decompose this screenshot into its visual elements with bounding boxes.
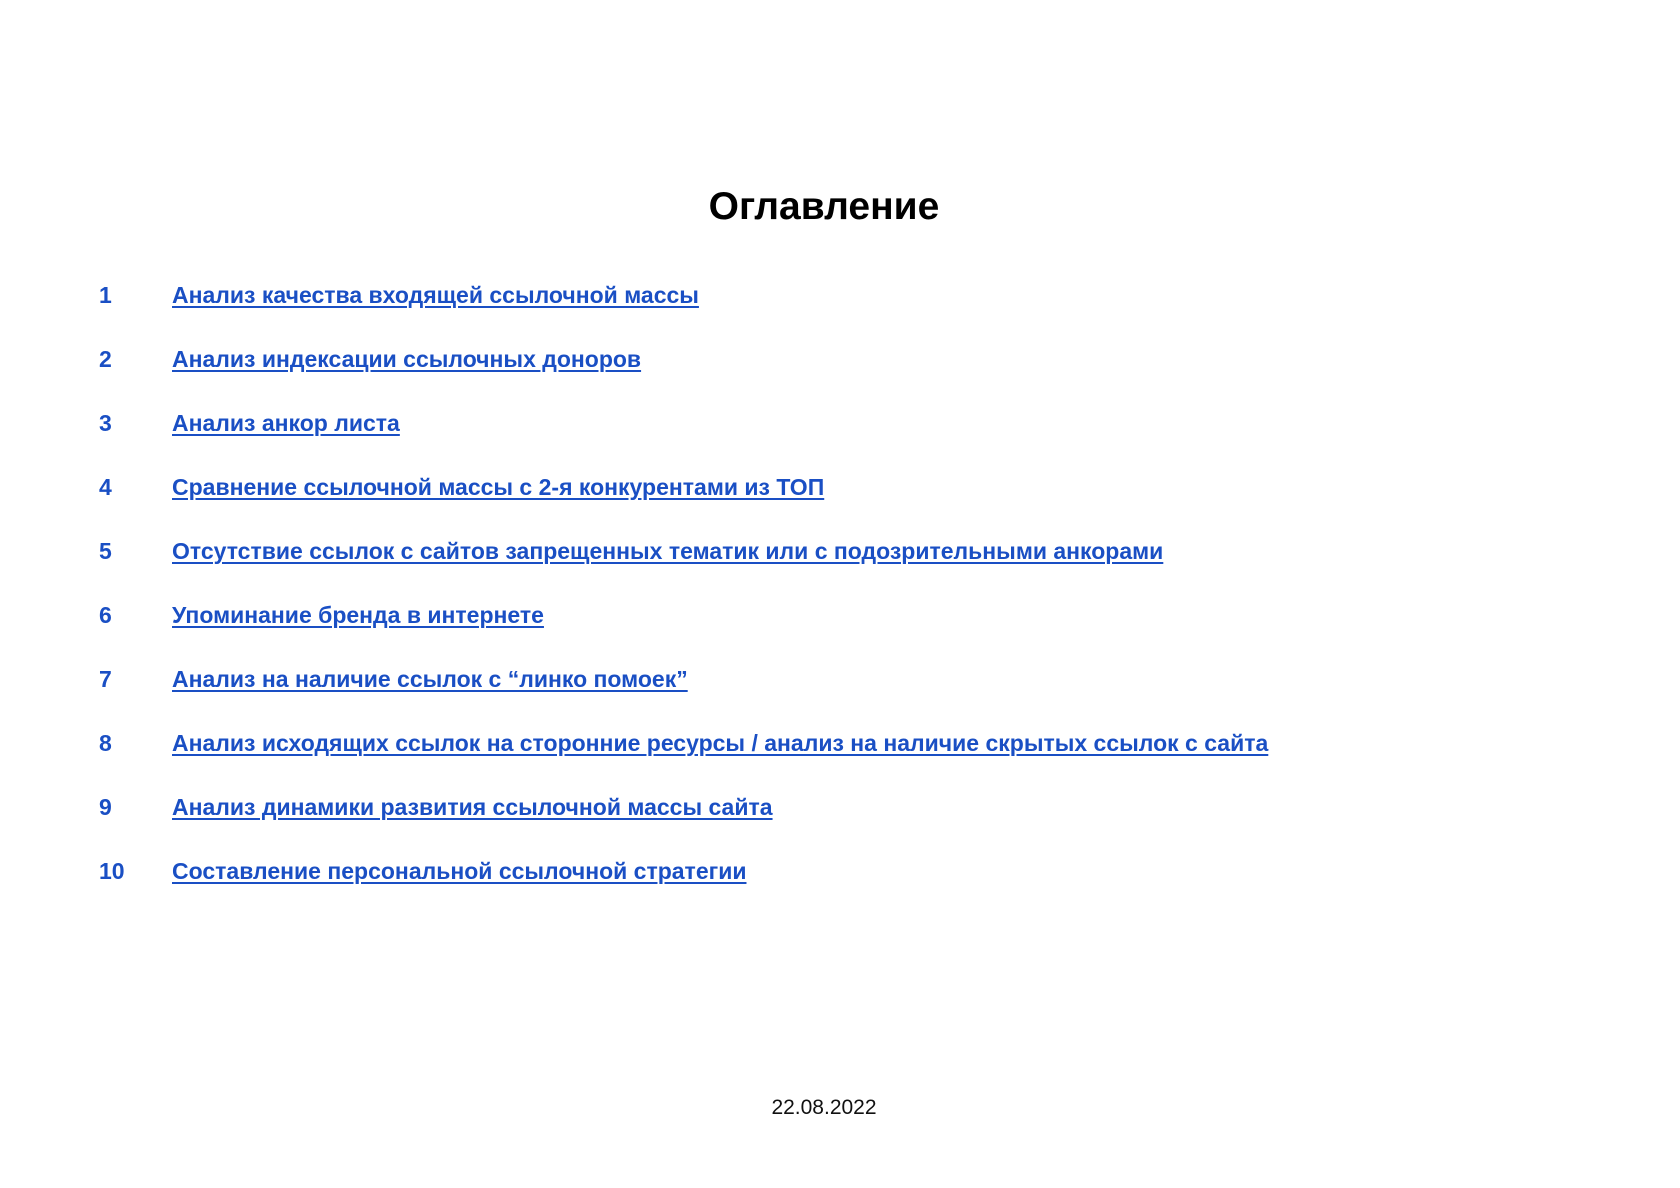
toc-link-7[interactable] bbox=[99, 662, 688, 696]
toc-link-1[interactable] bbox=[99, 278, 699, 312]
toc-entry-3 bbox=[99, 406, 1268, 470]
toc-number: 1 bbox=[99, 282, 112, 308]
toc-label: Анализ динамики развития ссылочной массы сайта bbox=[172, 794, 773, 820]
toc-entry-7 bbox=[99, 662, 1268, 726]
toc-link-5[interactable] bbox=[99, 534, 1163, 568]
toc-label: Упоминание бренда в интернете bbox=[172, 602, 544, 628]
toc-number: 10 bbox=[99, 858, 125, 884]
toc-label: Отсутствие ссылок с сайтов запрещенных тематик или с подозрительными анкорами bbox=[172, 538, 1164, 564]
toc-label: Анализ анкор листа bbox=[172, 410, 400, 436]
toc-label: Анализ на наличие ссылок с “линко помоек” bbox=[172, 666, 688, 692]
toc-label: Составление персональной ссылочной стратегии bbox=[172, 858, 747, 884]
toc-number: 6 bbox=[99, 602, 112, 628]
toc-entry-9 bbox=[99, 790, 1268, 854]
toc-label: Анализ качества входящей ссылочной массы bbox=[172, 282, 699, 308]
toc-entry-4 bbox=[99, 470, 1268, 534]
toc-label: Сравнение ссылочной массы с 2-я конкурентами из ТОП bbox=[172, 474, 825, 500]
toc-label: Анализ индексации ссылочных доноров bbox=[172, 346, 642, 372]
toc-number: 5 bbox=[99, 538, 112, 564]
toc-link-9[interactable] bbox=[99, 790, 773, 824]
toc-link-8[interactable] bbox=[99, 726, 1268, 760]
toc-number: 3 bbox=[99, 410, 112, 436]
table-of-contents bbox=[99, 278, 1268, 918]
toc-link-6[interactable] bbox=[99, 598, 544, 632]
toc-link-2[interactable] bbox=[99, 342, 641, 376]
toc-label: Анализ исходящих ссылок на сторонние ресурсы / анализ на наличие скрытых ссылок с сайта bbox=[172, 730, 1269, 756]
toc-link-3[interactable] bbox=[99, 406, 400, 440]
toc-link-10[interactable] bbox=[99, 854, 746, 888]
toc-link-4[interactable] bbox=[99, 470, 824, 504]
toc-number: 7 bbox=[99, 666, 112, 692]
toc-entry-1 bbox=[99, 278, 1268, 342]
toc-entry-5 bbox=[99, 534, 1268, 598]
toc-number: 4 bbox=[99, 474, 112, 500]
toc-entry-10 bbox=[99, 854, 1268, 918]
toc-number: 2 bbox=[99, 346, 112, 372]
toc-number: 8 bbox=[99, 730, 112, 756]
page-title: Оглавление bbox=[708, 185, 940, 228]
toc-entry-2 bbox=[99, 342, 1268, 406]
footer-date: 22.08.2022 bbox=[771, 1096, 877, 1119]
toc-entry-8 bbox=[99, 726, 1268, 790]
toc-entry-6 bbox=[99, 598, 1268, 662]
toc-number: 9 bbox=[99, 794, 112, 820]
